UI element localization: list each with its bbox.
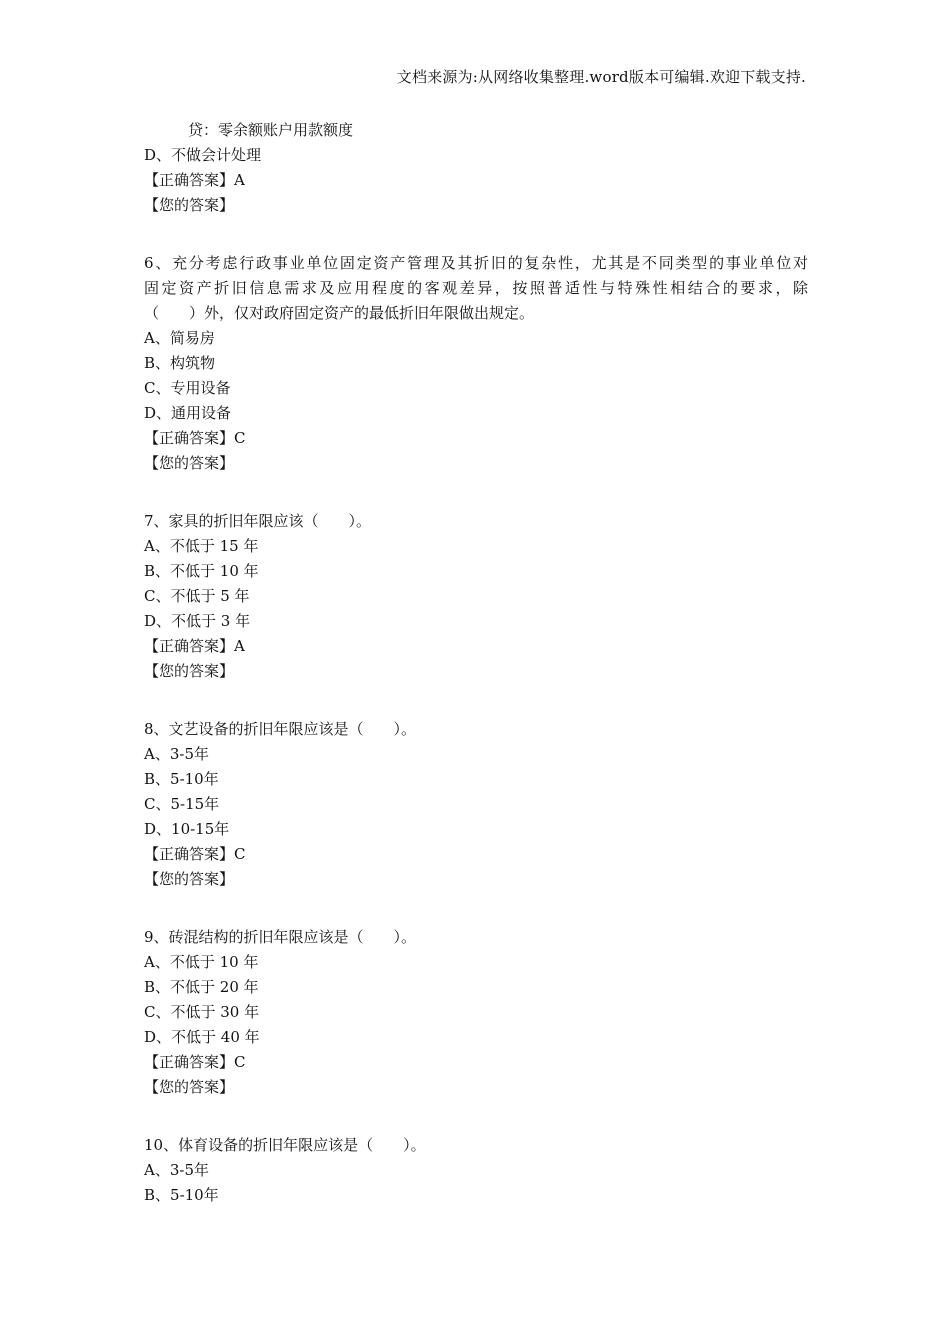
your-answer: 【您的答案】 bbox=[144, 870, 235, 888]
question-line: 固定资产折旧信息需求及应用程度的客观差异，按照普适性与特殊性相结合的要求，除 bbox=[144, 279, 808, 297]
question-text: 10、体育设备的折旧年限应该是（ ）。 bbox=[144, 1136, 426, 1154]
correct-answer: 【正确答案】A bbox=[144, 171, 245, 189]
option-a: A、3-5年 bbox=[144, 745, 209, 763]
option-c: C、不低于 5 年 bbox=[144, 587, 250, 605]
question-text: 8、文艺设备的折旧年限应该是（ ）。 bbox=[144, 720, 417, 738]
question-10 bbox=[144, 1133, 808, 1208]
correct-answer: 【正确答案】A bbox=[144, 637, 245, 655]
page-header: 文档来源为:从网络收集整理.word版本可编辑.欢迎下载支持. bbox=[396, 68, 806, 86]
option-d: D、不低于 40 年 bbox=[144, 1028, 260, 1046]
option-b: B、5-10年 bbox=[144, 770, 219, 788]
option-b: B、不低于 10 年 bbox=[144, 562, 259, 580]
question-8 bbox=[144, 717, 808, 892]
option-a: A、3-5年 bbox=[144, 1161, 209, 1179]
option-c: C、不低于 30 年 bbox=[144, 1003, 260, 1021]
correct-answer: 【正确答案】C bbox=[144, 1053, 246, 1071]
question-text bbox=[144, 251, 808, 326]
correct-answer: 【正确答案】C bbox=[144, 429, 246, 447]
option-a: A、不低于 10 年 bbox=[144, 953, 259, 971]
option-a: A、不低于 15 年 bbox=[144, 537, 259, 555]
option-b: B、构筑物 bbox=[144, 354, 216, 372]
option-d: D、通用设备 bbox=[144, 404, 232, 422]
option-b: B、5-10年 bbox=[144, 1186, 219, 1204]
question-6 bbox=[144, 251, 808, 476]
question-line: （ ）外，仅对政府固定资产的最低折旧年限做出规定。 bbox=[144, 304, 535, 322]
option-a: A、简易房 bbox=[144, 329, 215, 347]
option-c: C、5-15年 bbox=[144, 795, 220, 813]
option-c: C、专用设备 bbox=[144, 379, 231, 397]
your-answer: 【您的答案】 bbox=[144, 196, 235, 214]
option-d: D、不低于 3 年 bbox=[144, 612, 251, 630]
correct-answer: 【正确答案】C bbox=[144, 845, 246, 863]
question-line: 6、充分考虑行政事业单位固定资产管理及其折旧的复杂性，尤其是不同类型的事业单位对 bbox=[144, 254, 808, 272]
your-answer: 【您的答案】 bbox=[144, 662, 235, 680]
document-body bbox=[144, 118, 808, 1208]
credit-line: 贷：零余额账户用款额度 bbox=[188, 121, 354, 139]
question-9 bbox=[144, 925, 808, 1100]
question-text: 9、砖混结构的折旧年限应该是（ ）。 bbox=[144, 928, 417, 946]
your-answer: 【您的答案】 bbox=[144, 1078, 235, 1096]
option-b: B、不低于 20 年 bbox=[144, 978, 259, 996]
your-answer: 【您的答案】 bbox=[144, 454, 235, 472]
question-7 bbox=[144, 509, 808, 684]
question-text: 7、家具的折旧年限应该（ ）。 bbox=[144, 512, 372, 530]
option-d: D、不做会计处理 bbox=[144, 146, 262, 164]
option-d: D、10-15年 bbox=[144, 820, 230, 838]
